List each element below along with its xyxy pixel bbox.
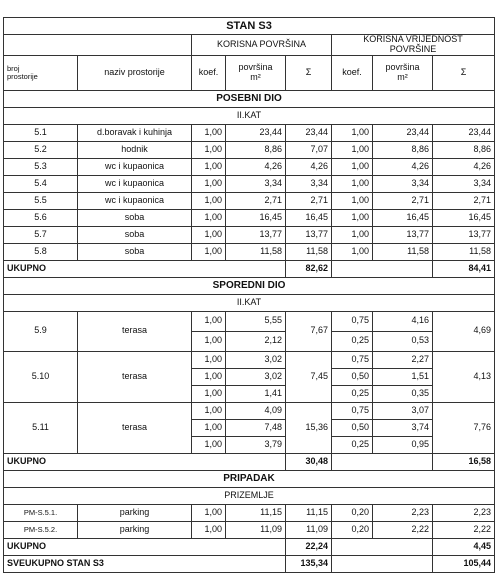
value-area: 11,58: [373, 243, 433, 260]
room-number: 5.5: [4, 192, 78, 209]
total-label: UKUPNO: [4, 538, 286, 555]
header-povrsina-2: površina m²: [373, 55, 433, 90]
header-naziv: naziv prostorije: [78, 55, 192, 90]
section-title: POSEBNI DIO: [4, 90, 495, 107]
coef-area: 1,00: [192, 504, 226, 521]
coef-value: 0,50: [332, 368, 373, 385]
room-name: soba: [78, 226, 192, 243]
area-value: 11,58: [226, 243, 286, 260]
header-koef: koef.: [192, 55, 226, 90]
coef-area: 1,00: [192, 192, 226, 209]
value-area: 1,51: [373, 368, 433, 385]
value-area: 16,45: [373, 209, 433, 226]
coef-area: 1,00: [192, 209, 226, 226]
coef-value: 1,00: [332, 141, 373, 158]
room-number: 5.6: [4, 209, 78, 226]
coef-area: 1,00: [192, 158, 226, 175]
area-value: 2,12: [226, 331, 286, 351]
area-sum: 23,44: [286, 124, 332, 141]
coef-value: 0,50: [332, 419, 373, 436]
table-row: [4, 158, 495, 175]
room-name: wc i kupaonica: [78, 158, 192, 175]
room-name: soba: [78, 243, 192, 260]
coef-area: 1,00: [192, 331, 226, 351]
section-title-pripadak: [4, 470, 495, 487]
coef-value: 0,25: [332, 436, 373, 453]
area-value: 3,02: [226, 351, 286, 368]
area-value: 4,09: [226, 402, 286, 419]
area-sum: 3,34: [286, 175, 332, 192]
area-value: 4,26: [226, 158, 286, 175]
value-area: 8,86: [373, 141, 433, 158]
value-area: 0,53: [373, 331, 433, 351]
room-number: 5.9: [4, 311, 78, 351]
room-number: 5.11: [4, 402, 78, 453]
total-value: 4,45: [433, 538, 495, 555]
coef-area: 1,00: [192, 243, 226, 260]
coef-value: 1,00: [332, 226, 373, 243]
area-table: [3, 17, 495, 573]
table-row: [4, 226, 495, 243]
table-row: [4, 351, 495, 368]
area-sum: 11,58: [286, 243, 332, 260]
area-sum: 4,26: [286, 158, 332, 175]
value-area: 23,44: [373, 124, 433, 141]
room-number: PM-S.5.2.: [4, 521, 78, 538]
value-area: 2,27: [373, 351, 433, 368]
total-area: 22,24: [286, 538, 332, 555]
posebni-total: [4, 260, 495, 277]
coef-area: 1,00: [192, 141, 226, 158]
value-sum: 2,22: [433, 521, 495, 538]
room-name: wc i kupaonica: [78, 175, 192, 192]
value-area: 0,95: [373, 436, 433, 453]
total-blank: [332, 260, 433, 277]
table-row: [4, 141, 495, 158]
value-sum: 11,58: [433, 243, 495, 260]
coef-area: 1,00: [192, 368, 226, 385]
section-title: SPOREDNI DIO: [4, 277, 495, 294]
room-name: wc i kupaonica: [78, 192, 192, 209]
value-area: 3,07: [373, 402, 433, 419]
total-area: 30,48: [286, 453, 332, 470]
room-number: 5.4: [4, 175, 78, 192]
room-name: parking: [78, 521, 192, 538]
sporedni-total: [4, 453, 495, 470]
area-sum: 15,36: [286, 402, 332, 453]
coef-area: 1,00: [192, 226, 226, 243]
area-value: 5,55: [226, 311, 286, 331]
value-sum: 23,44: [433, 124, 495, 141]
total-area: 135,34: [286, 555, 332, 572]
section-floor: PRIZEMLJE: [4, 487, 495, 504]
section-title-posebni: [4, 90, 495, 107]
value-sum: 8,86: [433, 141, 495, 158]
area-sum: 16,45: [286, 209, 332, 226]
value-sum: 4,26: [433, 158, 495, 175]
total-label: SVEUKUPNO STAN S3: [4, 555, 286, 572]
area-value: 3,34: [226, 175, 286, 192]
area-value: 11,09: [226, 521, 286, 538]
room-number: 5.10: [4, 351, 78, 402]
coef-area: 1,00: [192, 436, 226, 453]
table-row: [4, 402, 495, 419]
area-value: 3,02: [226, 368, 286, 385]
coef-value: 1,00: [332, 192, 373, 209]
total-area: 82,62: [286, 260, 332, 277]
total-blank: [332, 555, 433, 572]
area-value: 11,15: [226, 504, 286, 521]
value-area: 3,34: [373, 175, 433, 192]
room-number: PM-S.5.1.: [4, 504, 78, 521]
header-sum: Σ: [286, 55, 332, 90]
room-name: terasa: [78, 311, 192, 351]
total-label: UKUPNO: [4, 453, 286, 470]
value-area: 4,26: [373, 158, 433, 175]
value-area: 2,71: [373, 192, 433, 209]
room-name: terasa: [78, 402, 192, 453]
header-povrsina: površina m²: [226, 55, 286, 90]
coef-value: 0,25: [332, 385, 373, 402]
value-area: 3,74: [373, 419, 433, 436]
room-number: 5.7: [4, 226, 78, 243]
room-name: hodnik: [78, 141, 192, 158]
coef-value: 0,75: [332, 402, 373, 419]
room-number: 5.1: [4, 124, 78, 141]
coef-area: 1,00: [192, 175, 226, 192]
table-title: STAN S3: [4, 18, 495, 35]
value-sum: 4,13: [433, 351, 495, 402]
coef-value: 1,00: [332, 209, 373, 226]
coef-area: 1,00: [192, 521, 226, 538]
value-sum: 7,76: [433, 402, 495, 453]
value-area: 4,16: [373, 311, 433, 331]
room-name: soba: [78, 209, 192, 226]
area-sum: 11,09: [286, 521, 332, 538]
area-value: 16,45: [226, 209, 286, 226]
table-row: [4, 521, 495, 538]
area-value: 1,41: [226, 385, 286, 402]
value-area: 2,23: [373, 504, 433, 521]
section-floor-pripadak: [4, 487, 495, 504]
table-row: [4, 209, 495, 226]
header-vrijednost: KORISNA VRIJEDNOST POVRŠINE: [332, 35, 495, 56]
header-broj: broj prostorije: [4, 55, 78, 90]
section-floor: II.KAT: [4, 107, 495, 124]
area-value: 3,79: [226, 436, 286, 453]
area-sum: 2,71: [286, 192, 332, 209]
room-name: terasa: [78, 351, 192, 402]
coef-value: 1,00: [332, 243, 373, 260]
coef-area: 1,00: [192, 385, 226, 402]
value-area: 0,35: [373, 385, 433, 402]
value-sum: 13,77: [433, 226, 495, 243]
room-number: 5.8: [4, 243, 78, 260]
coef-value: 1,00: [332, 175, 373, 192]
coef-value: 0,20: [332, 521, 373, 538]
value-sum: 3,34: [433, 175, 495, 192]
header-sum-2: Σ: [433, 55, 495, 90]
area-sum: 7,45: [286, 351, 332, 402]
grand-total: [4, 555, 495, 572]
section-floor-sporedni: [4, 294, 495, 311]
total-value: 84,41: [433, 260, 495, 277]
coef-value: 0,75: [332, 351, 373, 368]
coef-area: 1,00: [192, 351, 226, 368]
coef-value: 0,75: [332, 311, 373, 331]
coef-area: 1,00: [192, 402, 226, 419]
coef-value: 1,00: [332, 158, 373, 175]
section-floor: II.KAT: [4, 294, 495, 311]
area-sum: 13,77: [286, 226, 332, 243]
header-korisna: KORISNA POVRŠINA: [192, 35, 332, 56]
table-row: [4, 175, 495, 192]
area-value: 8,86: [226, 141, 286, 158]
area-value: 7,48: [226, 419, 286, 436]
value-sum: 2,23: [433, 504, 495, 521]
section-title: PRIPADAK: [4, 470, 495, 487]
area-value: 2,71: [226, 192, 286, 209]
header-koef-2: koef.: [332, 55, 373, 90]
area-sum: 7,67: [286, 311, 332, 351]
coef-value: 0,25: [332, 331, 373, 351]
section-floor-posebni: [4, 107, 495, 124]
room-name: parking: [78, 504, 192, 521]
table-row: [4, 124, 495, 141]
area-value: 23,44: [226, 124, 286, 141]
coef-area: 1,00: [192, 419, 226, 436]
room-number: 5.2: [4, 141, 78, 158]
coef-area: 1,00: [192, 124, 226, 141]
value-sum: 2,71: [433, 192, 495, 209]
value-area: 2,22: [373, 521, 433, 538]
table-row: [4, 504, 495, 521]
section-title-sporedni: [4, 277, 495, 294]
room-number: 5.3: [4, 158, 78, 175]
value-sum: 16,45: [433, 209, 495, 226]
coef-value: 1,00: [332, 124, 373, 141]
table-row: [4, 243, 495, 260]
value-sum: 4,69: [433, 311, 495, 351]
total-blank: [332, 453, 433, 470]
area-sum: 11,15: [286, 504, 332, 521]
coef-area: 1,00: [192, 311, 226, 331]
table-row: [4, 311, 495, 331]
total-label: UKUPNO: [4, 260, 286, 277]
area-sum: 7,07: [286, 141, 332, 158]
value-area: 13,77: [373, 226, 433, 243]
area-value: 13,77: [226, 226, 286, 243]
coef-value: 0,20: [332, 504, 373, 521]
total-value: 16,58: [433, 453, 495, 470]
header-blank: [4, 35, 192, 56]
total-value: 105,44: [433, 555, 495, 572]
table-row: [4, 192, 495, 209]
room-name: d.boravak i kuhinja: [78, 124, 192, 141]
